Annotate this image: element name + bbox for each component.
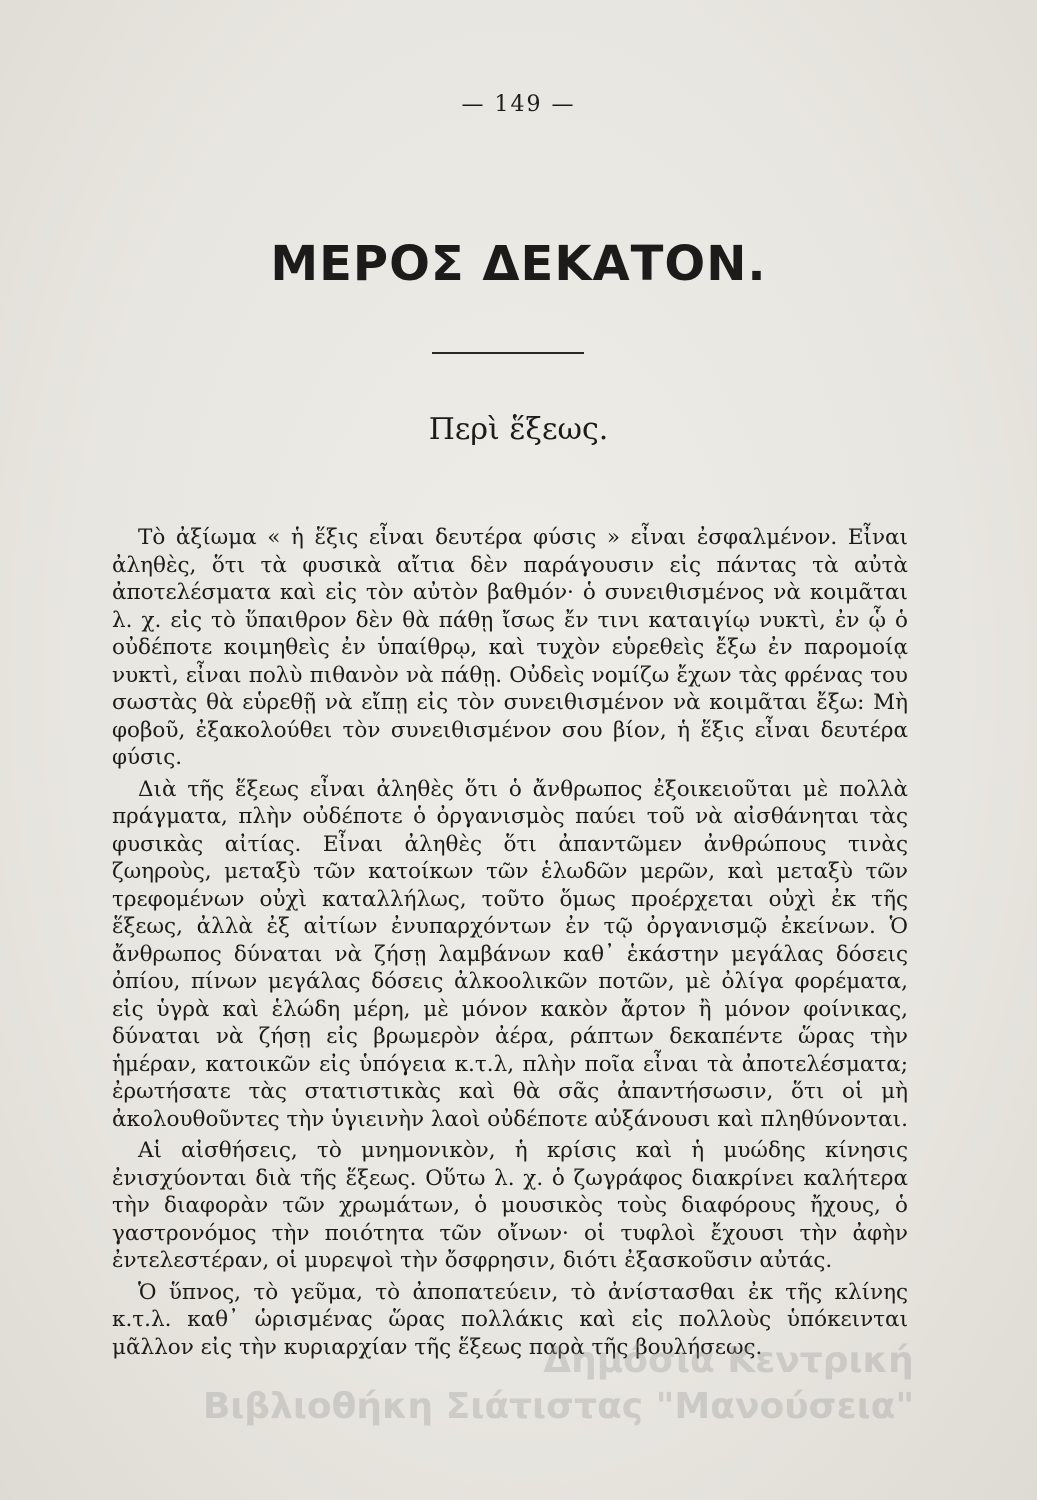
paragraph-1: Τὸ ἀξίωμα « ἡ ἕξις εἶναι δευτέρα φύσις » εἶναι ἐσφαλμένον. Εἶναι ἀληθὲς, ὅτι τὰ φυσικὰ αἴτια δὲν παράγουσιν εἰς πάντας τὰ αὐτὰ ἀποτελέσματα καὶ εἰς τὸν αὐτὸν βαθμόν· ὁ συνειθισμένος νὰ κοιμᾶται λ. χ. εἰς τὸ ὕπαιθρον δὲν θὰ πάθῃ ἴσως ἔν τινι καταιγίῳ νυκτὶ, ἐν ᾧ ὁ οὐδέποτε κοιμηθεὶς ἐν ὑπαίθρῳ, καὶ τυχὸν εὑρεθεὶς ἔξω ἐν παρομοίᾳ νυκτὶ, εἶναι πολὺ πιθανὸν νὰ πάθῃ. Οὐδεὶς νομίζω ἔχων τὰς φρένας του σωστὰς θὰ εὑρεθῇ νὰ εἴπῃ εἰς τὸν συνειθισμένον νὰ κοιμᾶται ἔξω: Μὴ φοβοῦ, ἐξακολούθει τὸν συνειθισμένον σου βίον, ἡ ἕξις εἶναι δευτέρα φύσις.: [112, 525, 908, 770]
watermark-line-1: Δημόσια Κεντρική: [543, 1340, 914, 1381]
page-number: — 149 —: [461, 92, 576, 117]
body-text: [112, 524, 908, 1365]
paragraph-4: Ὁ ὕπνος, τὸ γεῦμα, τὸ ἀποπατεύειν, τὸ ἀνίστασθαι ἐκ τῆς κλίνης κ.τ.λ. καθ᾽ ὡρισμένας ὥρας πολλάκις καὶ εἰς πολλοὺς ὑπόκεινται μᾶλλον εἰς τὴν κυριαρχίαν τῆς ἕξεως παρὰ τῆς βουλήσεως.: [112, 1279, 908, 1360]
paragraph-2: Διὰ τῆς ἕξεως εἶναι ἀληθὲς ὅτι ὁ ἄνθρωπος ἐξοικειοῦται μὲ πολλὰ πράγματα, πλὴν οὐδέποτε ὁ ὀργανισμὸς παύει τοῦ νὰ αἰσθάνηται τὰς φυσικὰς αἰτίας. Εἶναι ἀληθὲς ὅτι ἀπαντῶμεν ἀνθρώπους τινὰς ζωηροὺς, μεταξὺ τῶν κατοίκων τῶν ἑλωδῶν μερῶν, καὶ μεταξὺ τῶν τρεφομένων οὐχὶ καταλλήλως, τοῦτο ὅμως προέρχεται οὐχὶ ἐκ τῆς ἕξεως, ἀλλὰ ἐξ αἰτίων ἐνυπαρχόντων ἐν τῷ ὀργανισμῷ ἐκείνων. Ὁ ἄνθρωπος δύναται νὰ ζήσῃ λαμβάνων καθ᾽ ἑκάστην μεγάλας δόσεις ὀπίου, πίνων μεγάλας δόσεις ἀλκοολικῶν ποτῶν, μὲ ὀλίγα φορέματα, εἰς ὑγρὰ καὶ ἑλώδη μέρη, μὲ μόνον κακὸν ἄρτον ἢ μόνον φοίνικας, δύναται νὰ ζήσῃ εἰς βρωμερὸν ἀέρα, ράπτων δεκαπέντε ὥρας τὴν ἡμέραν, κατοικῶν εἰς ὑπόγεια κ.τ.λ, πλὴν ποῖα εἶναι τὰ ἀποτελέσματα; ἐρωτήσατε τὰς στατιστικὰς καὶ θὰ σᾶς ἀπαντήσωσιν, ὅτι οἱ μὴ ἀκολουθοῦντες τὴν ὑγιεινὴν λαοὶ οὐδέποτε αὐξάνουσι καὶ πληθύνονται.: [112, 776, 908, 1132]
title-rule: [432, 352, 584, 354]
part-title: ΜΕΡΟΣ ΔΕΚΑΤΟΝ.: [270, 236, 767, 292]
paragraph-3: Αἱ αἰσθήσεις, τὸ μνημονικὸν, ἡ κρίσις καὶ ἡ μυώδης κίνησις ἐνισχύονται διὰ τῆς ἕξεως. Οὕτω λ. χ. ὁ ζωγράφος διακρίνει καλήτερα τὴν διαφορὰν τῶν χρωμάτων, ὁ μουσικὸς τοὺς διαφόρους ἤχους, ὁ γαστρονόμος τὴν ποιότητα τῶν οἴνων· οἱ τυφλοὶ ἔχουσι τὴν ἀφὴν ἐντελεστέραν, οἱ μυρεψοὶ τὴν ὄσφρησιν, διότι ἐξασκοῦσιν αὐτάς.: [112, 1138, 908, 1273]
watermark-line-2: Βιβλιοθήκη Σιάτιστας "Μανούσεια": [202, 1386, 915, 1427]
section-title: Περὶ ἕξεως.: [428, 412, 609, 447]
